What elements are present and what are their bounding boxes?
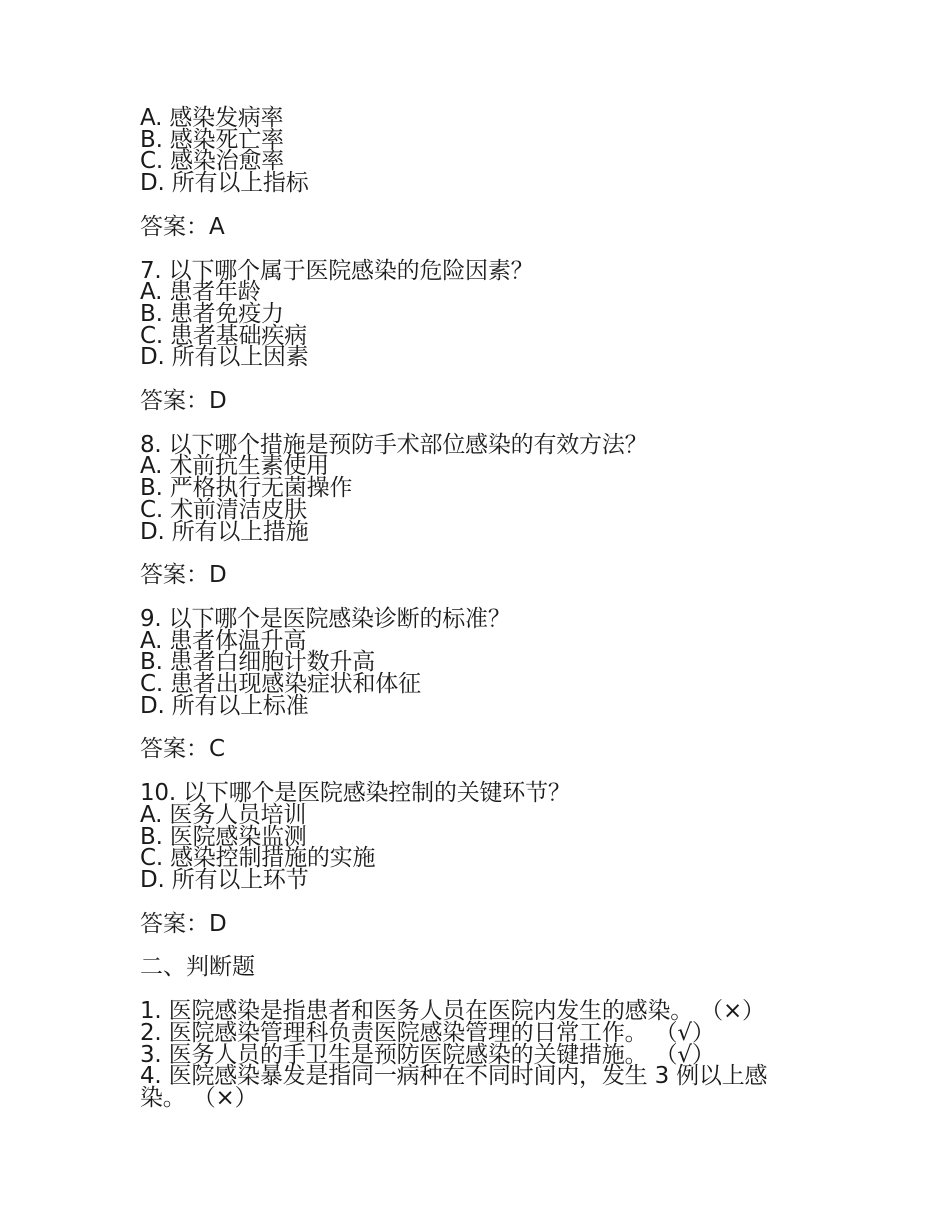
document-page — [140, 105, 810, 1111]
question-7-answer: 答案：D — [140, 388, 227, 415]
option-c: C. 术前清洁皮肤 — [140, 496, 307, 523]
true-false-item: 1. 医院感染是指患者和医务人员在医院内发生的感染。 （×） — [140, 998, 765, 1025]
option-c: C. 患者出现感染症状和体征 — [140, 671, 421, 698]
true-false-list — [140, 998, 810, 1111]
option-a: A. 医务人员培训 — [140, 801, 307, 828]
question-text: 8. 以下哪个措施是预防手术部位感染的有效方法？ — [140, 431, 648, 458]
question-text: 9. 以下哪个是医院感染诊断的标准？ — [140, 605, 511, 632]
true-false-item: 3. 医务人员的手卫生是预防医院感染的关键措施。 （√） — [140, 1041, 715, 1068]
option-a: A. 感染发病率 — [140, 105, 284, 131]
option-d: D. 所有以上措施 — [140, 518, 309, 545]
question-10-answer: 答案：D — [140, 910, 227, 937]
true-false-item: 2. 医院感染管理科负责医院感染管理的日常工作。 （√） — [140, 1019, 715, 1046]
option-c: C. 感染治愈率 — [140, 148, 285, 175]
question-6-answer: 答案：A — [140, 213, 225, 240]
option-b: B. 患者白细胞计数升高 — [140, 649, 376, 676]
question-7 — [140, 257, 810, 371]
question-10 — [140, 780, 810, 893]
option-a: A. 术前抗生素使用 — [140, 453, 329, 480]
option-b: B. 医院感染监测 — [140, 823, 307, 850]
option-c: C. 患者基础疾病 — [140, 322, 307, 349]
question-9 — [140, 605, 810, 719]
question-8 — [140, 431, 810, 545]
question-6-options — [140, 105, 810, 197]
question-text: 7. 以下哪个属于医院感染的危险因素？ — [140, 257, 534, 284]
question-8-answer: 答案：D — [140, 562, 227, 589]
question-9-answer: 答案：C — [140, 736, 226, 763]
option-a: A. 患者年龄 — [140, 279, 261, 306]
option-b: B. 患者免疫力 — [140, 300, 284, 327]
option-d: D. 所有以上指标 — [140, 170, 309, 197]
question-text: 10. 以下哪个是医院感染控制的关键环节？ — [140, 780, 571, 807]
option-d: D. 所有以上环节 — [140, 866, 309, 893]
section-title-true-false: 二、判断题 — [140, 954, 255, 981]
option-d: D. 所有以上标准 — [140, 692, 309, 719]
option-d: D. 所有以上因素 — [140, 344, 309, 371]
true-false-item: 4. 医院感染暴发是指同一病种在不同时间内，发生 3 例以上感染。 （×） — [140, 1063, 768, 1111]
option-c: C. 感染控制措施的实施 — [140, 845, 376, 872]
option-b: B. 严格执行无菌操作 — [140, 475, 353, 502]
option-b: B. 感染死亡率 — [140, 126, 284, 153]
option-a: A. 患者体温升高 — [140, 627, 307, 654]
